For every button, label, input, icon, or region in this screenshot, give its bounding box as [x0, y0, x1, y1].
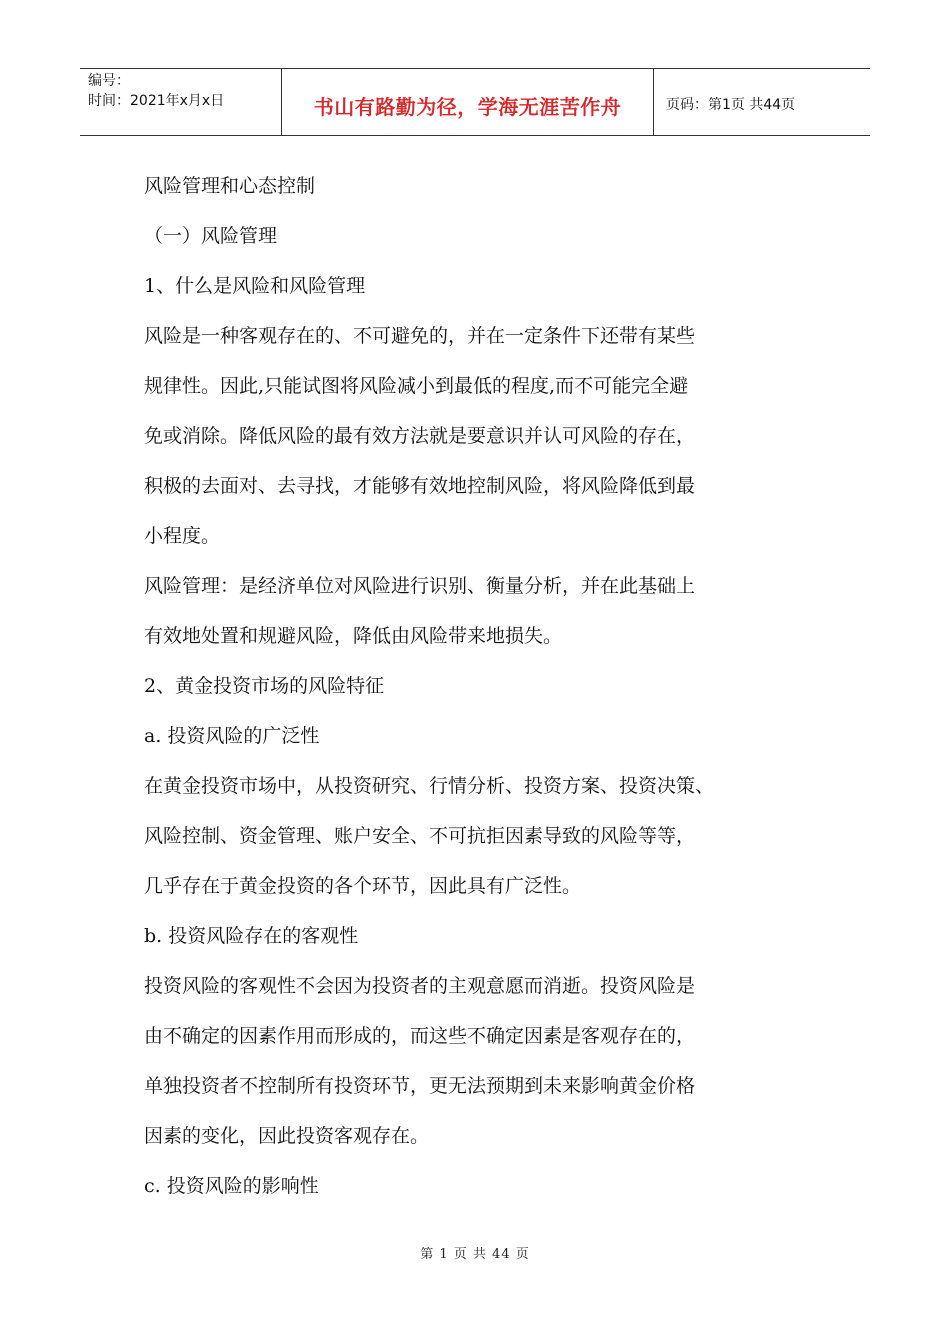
body-line: 小程度。: [144, 525, 221, 547]
body-line: 风险控制、资金管理、账户安全、不可抗拒因素导致的风险等等，: [144, 825, 696, 847]
body-line: 2、黄金投资市场的风险特征: [144, 675, 385, 697]
header-motto-cell: [282, 69, 654, 135]
footer-page-number: 第 1 页 共 44 页: [420, 1247, 530, 1262]
body-line: 有效地处置和规避风险，降低由风险带来地损失。: [144, 625, 563, 647]
page-footer: [0, 1243, 950, 1262]
body-line: 投资风险的客观性不会因为投资者的主观意愿而消逝。投资风险是: [144, 975, 696, 997]
body-line: b. 投资风险存在的客观性: [144, 925, 359, 947]
document-date: 时间：2021年x月x日: [88, 93, 225, 109]
body-line: 风险管理：是经济单位对风险进行识别、衡量分析，并在此基础上: [144, 575, 696, 597]
body-line: 几乎存在于黄金投资的各个环节，因此具有广泛性。: [144, 875, 582, 897]
body-line: 1、什么是风险和风险管理: [144, 275, 366, 297]
body-line: 积极的去面对、去寻找，才能够有效地控制风险，将风险降低到最: [144, 475, 696, 497]
document-header: [80, 68, 870, 136]
header-meta-cell: [80, 69, 282, 135]
body-line: 规律性。因此,只能试图将风险减小到最低的程度,而不可能完全避: [144, 375, 689, 397]
body-line: 在黄金投资市场中，从投资研究、行情分析、投资方案、投资决策、: [144, 775, 715, 797]
body-line: c. 投资风险的影响性: [144, 1175, 319, 1197]
body-line: a. 投资风险的广泛性: [144, 725, 320, 747]
body-line: 风险管理和心态控制: [144, 175, 316, 197]
header-page-info: 页码：第1页 共44页: [666, 97, 796, 113]
body-line: 风险是一种客观存在的、不可避免的，并在一定条件下还带有某些: [144, 325, 696, 347]
body-line: 免或消除。降低风险的最有效方法就是要意识并认可风险的存在，: [144, 425, 696, 447]
body-line: 因素的变化，因此投资客观存在。: [144, 1125, 430, 1147]
document-number-label: 编号：: [88, 73, 130, 89]
body-line: 单独投资者不控制所有投资环节，更无法预期到未来影响黄金价格: [144, 1075, 696, 1097]
document-body: [144, 168, 824, 1218]
header-motto: 书山有路勤为径，学海无涯苦作舟: [313, 94, 622, 119]
body-line: （一）风险管理: [144, 225, 278, 247]
header-page-cell: [654, 69, 870, 135]
body-line: 由不确定的因素作用而形成的，而这些不确定因素是客观存在的，: [144, 1025, 696, 1047]
